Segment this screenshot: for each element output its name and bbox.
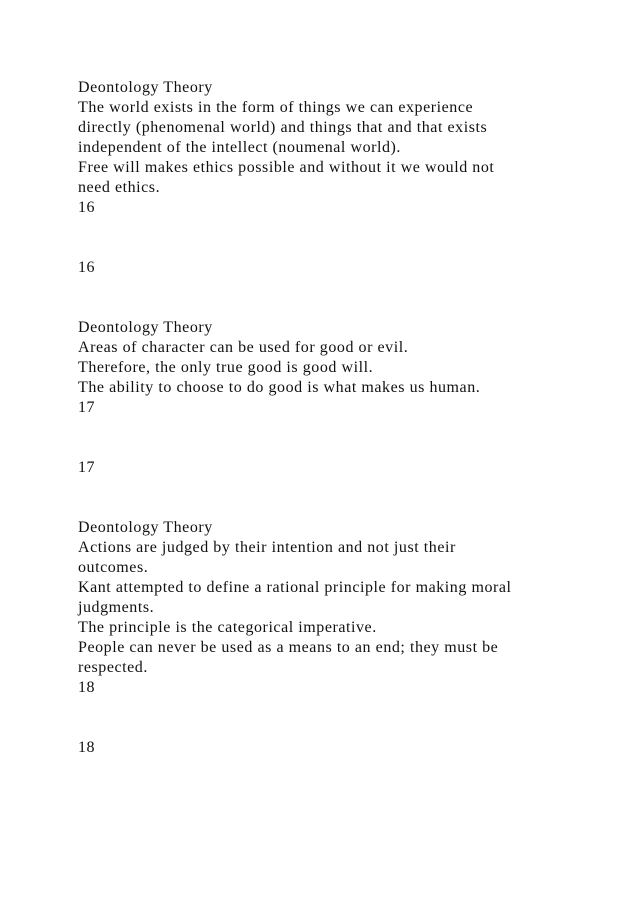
- slide-number-repeat: 17: [78, 459, 96, 476]
- body-line: directly (phenomenal world) and things that and that exists: [78, 119, 488, 136]
- slide-number-repeat: 16: [78, 259, 96, 276]
- body-line: People can never be used as a means to an end; they must be: [78, 639, 499, 656]
- body-line: The world exists in the form of things we can experience: [78, 99, 474, 116]
- slide-number: 17: [78, 399, 96, 416]
- body-line: independent of the intellect (noumenal world).: [78, 139, 401, 156]
- body-line: Kant attempted to define a rational principle for making moral: [78, 579, 512, 596]
- body-line: The ability to choose to do good is what makes us human.: [78, 379, 481, 396]
- section-heading: Deontology Theory: [78, 519, 213, 536]
- body-line: The principle is the categorical imperative.: [78, 619, 377, 636]
- slide-number: 16: [78, 199, 96, 216]
- body-line: need ethics.: [78, 179, 161, 196]
- body-line: Therefore, the only true good is good will.: [78, 359, 374, 376]
- section-heading: Deontology Theory: [78, 79, 213, 96]
- body-line: Areas of character can be used for good or evil.: [78, 339, 409, 356]
- body-line: Actions are judged by their intention and not just their: [78, 539, 456, 556]
- body-line: judgments.: [78, 599, 155, 616]
- body-line: Free will makes ethics possible and without it we would not: [78, 159, 495, 176]
- slide-number: 18: [78, 679, 96, 696]
- body-line: outcomes.: [78, 559, 149, 576]
- slide-number-repeat: 18: [78, 739, 96, 756]
- body-line: respected.: [78, 659, 148, 676]
- section-heading: Deontology Theory: [78, 319, 213, 336]
